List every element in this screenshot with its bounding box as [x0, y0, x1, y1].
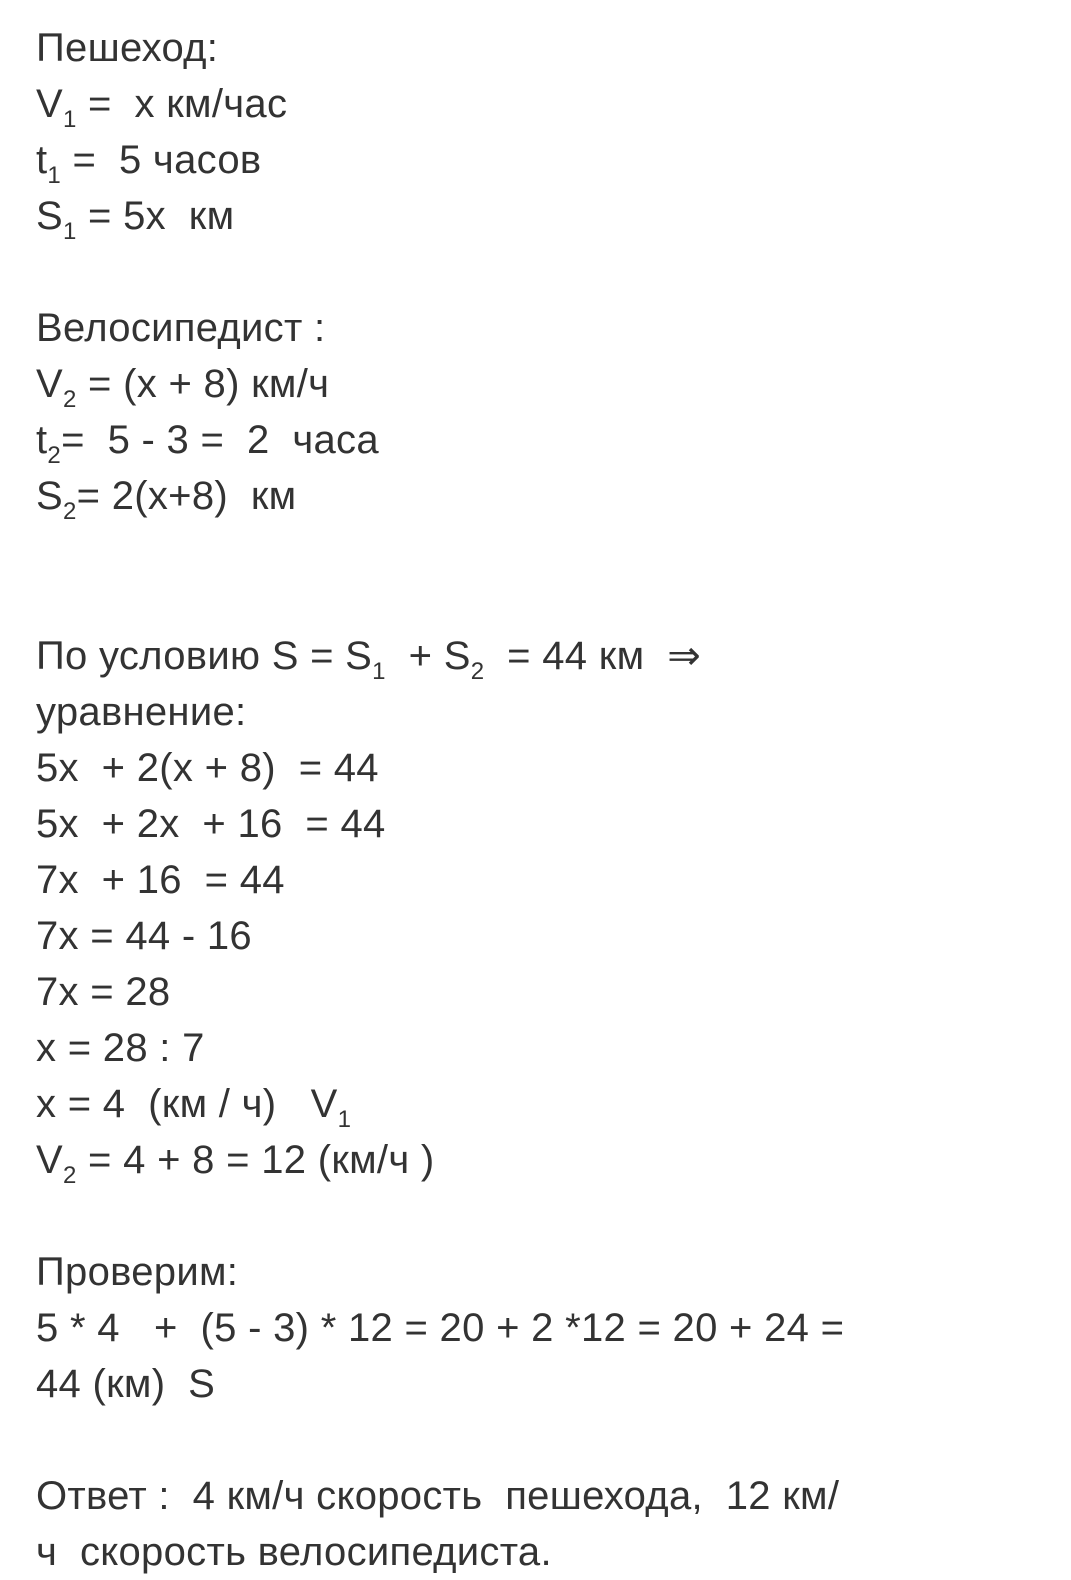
speed-symbol: V [36, 1138, 63, 1182]
condition-part: + S [385, 634, 471, 678]
answer-line: ч скорость велосипедиста. [36, 1530, 552, 1574]
speed-value: = х км/час [76, 82, 288, 126]
condition-subscript: 1 [372, 658, 386, 685]
spacer [36, 1412, 1056, 1468]
time-subscript: 1 [47, 162, 62, 189]
distance-symbol: S [36, 474, 63, 518]
time-value: = 5 часов [61, 138, 262, 182]
condition-part: По условию S = S [36, 634, 373, 678]
x-result [36, 1076, 1056, 1132]
cyclist-speed-result [36, 1132, 1056, 1188]
check-line: 5 * 4 + (5 - 3) * 12 = 20 + 2 *12 = 20 + 24 = [36, 1306, 845, 1350]
time-symbol: t [36, 418, 48, 462]
speed-subscript: 1 [62, 106, 77, 133]
equation-line: х = 28 : 7 [36, 1026, 205, 1070]
cyclist-time [36, 412, 1056, 468]
check-line: 44 (км) S [36, 1362, 216, 1406]
spacer [36, 1188, 1056, 1244]
speed-value: = 4 + 8 = 12 (км/ч ) [76, 1138, 435, 1182]
cyclist-distance [36, 468, 1056, 524]
pedestrian-heading: Пешеход: [36, 26, 219, 70]
distance-value: = 2(х+8) км [76, 474, 297, 518]
equation-line: 7х + 16 = 44 [36, 858, 285, 902]
solution-document [36, 20, 1056, 1580]
equation-line: 7х = 44 - 16 [36, 914, 252, 958]
time-symbol: t [36, 138, 48, 182]
distance-subscript: 2 [62, 498, 77, 525]
condition-subscript: 2 [470, 658, 485, 685]
time-value: = 5 - 3 = 2 часа [61, 418, 379, 462]
pedestrian-time [36, 132, 1056, 188]
equation-line: 7х = 28 [36, 970, 171, 1014]
spacer [36, 524, 1056, 580]
speed-symbol: V [36, 362, 63, 406]
pedestrian-distance [36, 188, 1056, 244]
cyclist-heading: Велосипедист : [36, 306, 326, 350]
speed-symbol: V [36, 82, 63, 126]
x-result-text: х = 4 (км / ч) V [36, 1082, 338, 1126]
answer-line: Ответ : 4 км/ч скорость пешехода, 12 км/ [36, 1474, 840, 1518]
distance-subscript: 1 [62, 218, 77, 245]
speed-subscript: 2 [62, 386, 77, 413]
speed-subscript: 2 [62, 1162, 77, 1189]
equation-line: 5х + 2(х + 8) = 44 [36, 746, 379, 790]
equation-line: 5х + 2х + 16 = 44 [36, 802, 386, 846]
x-result-subscript: 1 [337, 1106, 352, 1133]
distance-symbol: S [36, 194, 63, 238]
speed-value: = (х + 8) км/ч [76, 362, 330, 406]
pedestrian-speed [36, 76, 1056, 132]
spacer [36, 580, 1056, 628]
cyclist-speed [36, 356, 1056, 412]
condition-part: = 44 км ⇒ [484, 634, 702, 678]
check-heading: Проверим: [36, 1250, 239, 1294]
distance-value: = 5х км [76, 194, 235, 238]
equation-label: уравнение: [36, 690, 247, 734]
time-subscript: 2 [47, 442, 62, 469]
condition-statement [36, 628, 1056, 684]
spacer [36, 244, 1056, 300]
